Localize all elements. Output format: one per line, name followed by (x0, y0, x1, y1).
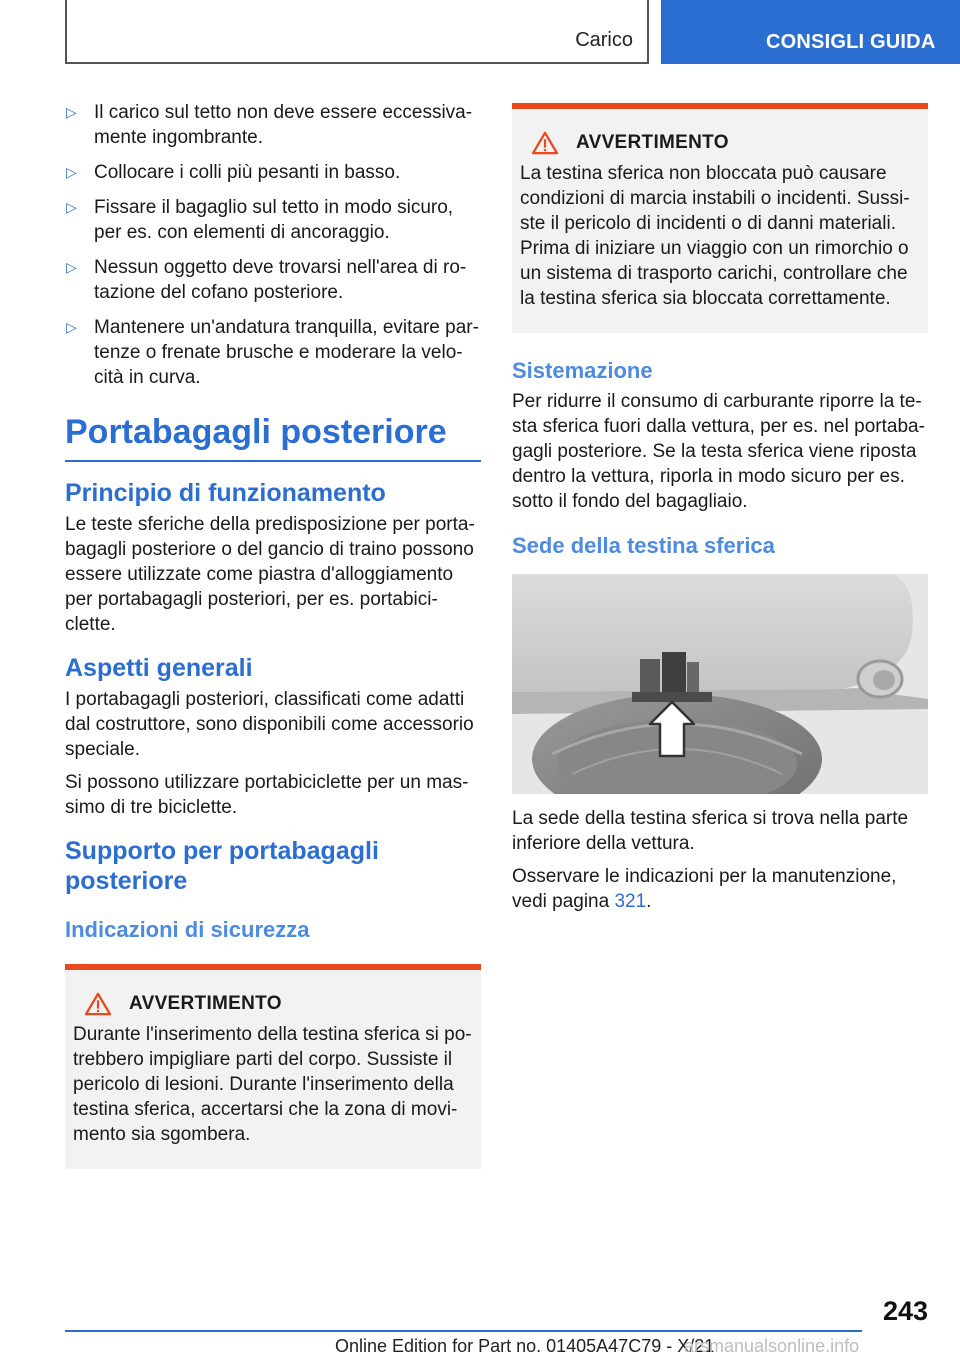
warning-triangle-icon (530, 131, 560, 155)
heading-sistemazione: Sistemazione (512, 358, 653, 383)
warning-title: AVVERTIMENTO (129, 993, 282, 1014)
sede-text-2-suffix: . (646, 891, 652, 912)
sistemazione-text: Per ridurre il consumo di carburante riporre la te‐ sta sferica fuori dalla vettura, per es. nel portaba‐ gagli posteriore. Se la testa sferica viene riposta dentro la vettura, riporla in modo sicuro per es. sotto il fondo del bagagliaio. (512, 391, 925, 512)
heading-supporto: Supporto per portabagagli posteriore (65, 837, 379, 895)
bullet-triangle-icon: ▷ (66, 164, 77, 180)
footer-divider (65, 1330, 862, 1332)
list-item-text: Il carico sul tetto non deve essere eccessiva‐ mente ingombrante. (94, 102, 473, 148)
warning-box-unlocked-ball (512, 103, 928, 333)
aspetti-text-2: Si possono utilizzare portabiciclette per un mas‐ simo di tre biciclette. (65, 772, 469, 818)
list-item (65, 255, 481, 305)
header-section-title: Carico (575, 29, 633, 51)
roof-load-bullet-list (65, 100, 481, 390)
bullet-triangle-icon: ▷ (66, 319, 77, 335)
footer-watermark: arsmanualsonline.info (684, 1336, 860, 1356)
list-item-text: Collocare i colli più pesanti in basso. (94, 162, 401, 183)
heading-aspetti-generali: Aspetti generali (65, 654, 253, 682)
list-item-text: Nessun oggetto deve trovarsi nell'area di ro‐ tazione del cofano posteriore. (94, 257, 467, 303)
sede-text-2 (512, 864, 928, 914)
bullet-triangle-icon: ▷ (66, 199, 77, 215)
warning-title-row (73, 992, 473, 1016)
warning-box-insertion (65, 964, 481, 1169)
footer-edition: Online Edition for Part no. 01405A47C79 - X/21 (335, 1336, 715, 1356)
warning-title-row (520, 131, 920, 155)
warning-triangle-icon (83, 992, 113, 1016)
list-item (65, 160, 481, 185)
right-column (512, 103, 928, 922)
vehicle-underside-drawing (512, 574, 928, 794)
aspetti-text-1: I portabagagli posteriori, classificati come adatti dal costruttore, sono disponibili come accessorio speciale. (65, 689, 474, 760)
ball-head-location-illustration (512, 574, 928, 794)
bullet-triangle-icon: ▷ (66, 104, 77, 120)
header-chapter-title: CONSIGLI GUIDA (766, 31, 936, 53)
page-number: 243 (882, 1296, 928, 1326)
warning-text: Durante l'inserimento della testina sferica si po‐ trebbero impigliare parti del corpo. Sussiste il pericolo di lesioni. Durante l'inserimento della testina sferica, accertarsi che la zona di movi‐ mento sia sgombera. (73, 1024, 472, 1145)
list-item-text: Mantenere un'andatura tranquilla, evitare par‐ tenze o frenate brusche e moderare la velo‐ cità in curva. (94, 317, 479, 388)
list-item-text: Fissare il bagaglio sul tetto in modo sicuro, per es. con elementi di ancoraggio. (94, 197, 454, 243)
sede-text-2-prefix: Osservare le indicazioni per la manutenzione, vedi pagina (512, 866, 897, 912)
bullet-triangle-icon: ▷ (66, 259, 77, 275)
warning-text: La testina sferica non bloccata può causare condizioni di marcia instabili o incidenti. Sussi‐ ste il pericolo di incidenti o di danni materiali. Prima di iniziare un viaggio con un rimorchio o un sistema di trasporto carichi, controllare che la testina sferica sia bloccata correttamente. (520, 163, 910, 309)
list-item (65, 100, 481, 150)
header-section-box (65, 0, 649, 64)
section-title-rear-carrier: Portabagagli posteriore (65, 412, 481, 462)
heading-sicurezza: Indicazioni di sicurezza (65, 917, 310, 942)
page-reference-link[interactable]: 321 (614, 891, 647, 912)
sede-text-1: La sede della testina sferica si trova nella parte inferiore della vettura. (512, 808, 909, 854)
warning-title: AVVERTIMENTO (576, 132, 729, 153)
heading-principio: Principio di funzionamento (65, 479, 386, 507)
list-item (65, 315, 481, 390)
header-chapter-tab (661, 0, 960, 64)
heading-sede-testina: Sede della testina sferica (512, 533, 775, 558)
principio-text: Le teste sferiche della predisposizione per porta‐ bagagli posteriore o del gancio di traino possono essere utilizzate come piastra d'alloggiamento per portabagagli posteriori, per es. portabici‐ clette. (65, 514, 475, 635)
list-item (65, 195, 481, 245)
left-column (65, 100, 481, 1169)
